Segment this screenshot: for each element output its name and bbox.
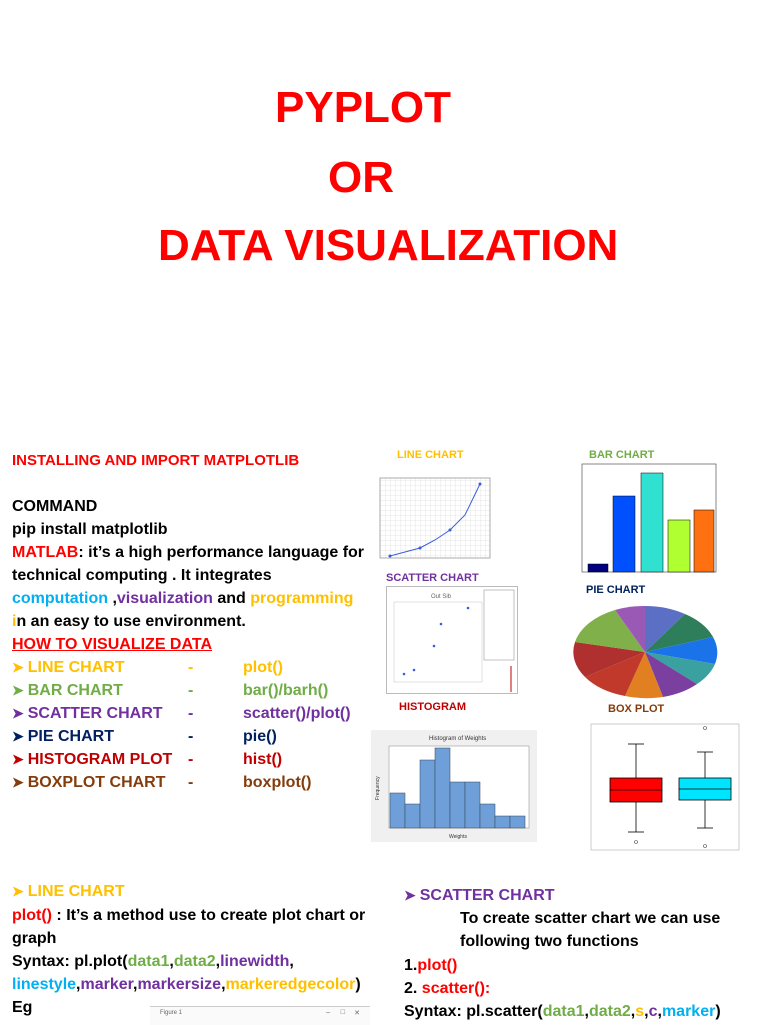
arrow-icon: ➤ [12, 659, 24, 675]
scatter-syntax-line: Syntax: pl.scatter(data1,data2,s,c,marker) [404, 1003, 721, 1020]
arrow-icon: ➤ [12, 751, 24, 767]
scatter-syntax-label: Syntax: pl.scatter( [404, 1003, 543, 1020]
howto-item-name: HISTOGRAM PLOT [27, 751, 173, 768]
line-chart-plot-area [380, 478, 490, 558]
thumb-label-histogram: HISTOGRAM [399, 701, 467, 713]
computation-word: computation [12, 590, 108, 607]
howto-item-line [12, 656, 283, 679]
matlab-line-1 [12, 541, 364, 564]
scatter-option-1 [404, 954, 457, 977]
param-data2: data2 [588, 1003, 631, 1020]
histogram-ylabel: Frequency [375, 776, 381, 800]
howto-item-bar [12, 679, 329, 702]
histogram-bin [435, 748, 450, 828]
bar-chart-thumbnail [570, 460, 720, 580]
minimize-icon[interactable]: – [326, 1009, 330, 1016]
param-marker: marker [661, 1003, 716, 1020]
histogram-bin [480, 804, 495, 828]
scatter-line-1: To create scatter chart we can use [460, 910, 721, 927]
programming-word: programming [250, 590, 354, 607]
histogram-bin [495, 816, 510, 828]
pie-chart-thumbnail [555, 600, 735, 700]
bar-chart-bar [613, 496, 635, 572]
maximize-icon[interactable]: □ [340, 1009, 345, 1016]
howto-item-histogram [12, 748, 283, 771]
bar-chart-bar [668, 520, 690, 572]
plot-syntax-label: Syntax: pl.plot( [12, 953, 128, 970]
param-data2: data2 [173, 953, 216, 970]
histogram-title: Histogram of Weights [429, 736, 487, 742]
howto-item-name: BAR CHART [27, 682, 123, 699]
thumb-label-bar: BAR CHART [589, 449, 655, 461]
matlab-line-3 [12, 587, 353, 610]
scatter-option-2 [404, 977, 490, 1000]
howto-item-dash: - [188, 705, 194, 722]
histogram-bin [405, 804, 420, 828]
howto-item-name: LINE CHART [27, 659, 125, 676]
howto-item-dash: - [188, 682, 194, 699]
close-icon[interactable]: ✕ [354, 1010, 360, 1017]
arrow-icon: ➤ [12, 774, 24, 790]
title-line-3: DATA VISUALIZATION [158, 221, 619, 270]
howto-item-name: BOXPLOT CHART [27, 774, 166, 791]
line-chart-point [389, 555, 392, 558]
visualization-word: visualization [116, 590, 213, 607]
scatter-section-heading-text: SCATTER CHART [419, 887, 555, 904]
matlab-label: MATLAB [12, 544, 79, 561]
howto-item-func: plot() [243, 659, 283, 676]
install-heading: INSTALLING AND IMPORT MATPLOTLIB [12, 452, 300, 469]
arrow-icon: ➤ [404, 887, 416, 903]
histogram-bin [450, 782, 465, 828]
histogram-bin [465, 782, 480, 828]
histogram-bin [420, 760, 435, 828]
line-section-heading [12, 880, 125, 903]
bar-chart-bar [588, 564, 608, 572]
line-chart-point [449, 529, 452, 532]
arrow-icon: ➤ [12, 883, 24, 899]
in-first-letter: i [12, 613, 17, 630]
eg-label: Eg [12, 999, 33, 1016]
scatter-chart-point [440, 623, 443, 626]
plot-description-line [12, 904, 365, 927]
howto-item-dash: - [188, 751, 194, 768]
scatter-chart-point [403, 673, 406, 676]
scatter-chart-options-panel [484, 590, 514, 660]
option-number: 1. [404, 957, 418, 974]
howto-item-func: hist() [243, 751, 283, 768]
scatter-line-2: following two functions [460, 933, 639, 950]
howto-item-func: pie() [243, 728, 277, 745]
howto-heading: HOW TO VISUALIZE DATA [12, 636, 212, 653]
line-chart-thumbnail [370, 470, 495, 570]
arrow-icon: ➤ [12, 705, 24, 721]
histogram-bin [390, 793, 405, 828]
plot-syntax-line-1: Syntax: pl.plot(data1,data2,linewidth, [12, 953, 294, 970]
howto-item-func: boxplot() [243, 774, 312, 791]
syntax-close: ) [715, 1003, 721, 1020]
plot-label: plot() [12, 907, 52, 924]
thumb-label-boxplot: BOX PLOT [608, 703, 665, 715]
scatter-chart-point [413, 669, 416, 672]
plot-syntax-line-2: linestyle,marker,markersize,markeredgecolor) [12, 976, 361, 993]
line-chart-point [419, 547, 422, 550]
scatter-chart-title: Out Sib [431, 594, 452, 600]
arrow-icon: ➤ [12, 728, 24, 744]
thumb-label-pie: PIE CHART [586, 584, 646, 596]
param-linestyle: linestyle [12, 976, 77, 993]
thumb-label-scatter: SCATTER CHART [386, 572, 479, 584]
option-number: 2. [404, 980, 422, 997]
arrow-icon: ➤ [12, 682, 24, 698]
figure-window-title: Figure 1 [160, 1010, 183, 1016]
command-label: COMMAND [12, 498, 98, 515]
syntax-close: ) [355, 976, 361, 993]
param-marker: marker [80, 976, 133, 993]
howto-item-func: bar()/barh() [243, 682, 329, 699]
scatter-chart-point [467, 607, 470, 610]
matlab-line-4 [12, 610, 246, 633]
matlab-line-2: technical computing . It integrates [12, 567, 272, 584]
boxplot-thumbnail [583, 722, 743, 857]
howto-item-name: SCATTER CHART [27, 705, 163, 722]
bar-chart-bar [694, 510, 714, 572]
howto-item-dash: - [188, 659, 194, 676]
in-rest-text: n an easy to use environment. [16, 613, 246, 630]
param-c: c [648, 1003, 658, 1020]
histogram-thumbnail [371, 730, 537, 842]
howto-item-boxplot [12, 771, 312, 794]
title-line-2: OR [328, 153, 394, 202]
bar-chart-bar [641, 473, 663, 572]
howto-item-dash: - [188, 728, 194, 745]
howto-item-name: PIE CHART [27, 728, 114, 745]
param-s: s [635, 1003, 645, 1020]
line-chart-point [479, 483, 482, 486]
howto-list [12, 656, 351, 794]
param-data1: data1 [127, 953, 170, 970]
scatter-chart-thumbnail [386, 586, 518, 694]
scatter-chart-plot-area [394, 602, 482, 682]
param-linewidth: linewidth [220, 953, 290, 970]
param-markeredgecolor: markeredgecolor [225, 976, 356, 993]
command-text: pip install matplotlib [12, 521, 168, 538]
howto-item-scatter [12, 702, 351, 725]
line-section-heading-text: LINE CHART [27, 883, 125, 900]
matlab-text-1: : it’s a high performance language for [78, 544, 365, 561]
thumb-label-line: LINE CHART [397, 449, 464, 461]
histogram-xlabel: Weights [449, 834, 467, 840]
howto-item-dash: - [188, 774, 194, 791]
figure-window [150, 1006, 370, 1025]
param-markersize: markersize [137, 976, 222, 993]
option-scatter: scatter(): [421, 980, 491, 997]
howto-item-pie [12, 725, 277, 748]
param-data1: data1 [542, 1003, 585, 1020]
graph-text: graph [12, 930, 57, 947]
title-line-1: PYPLOT [275, 83, 452, 132]
comma-text: , [108, 590, 117, 607]
histogram-bin [510, 816, 525, 828]
scatter-chart-point [433, 645, 436, 648]
option-plot: plot() [417, 957, 458, 974]
howto-item-func: scatter()/plot() [243, 705, 351, 722]
scatter-section-heading [404, 884, 555, 907]
and-text: and [212, 590, 251, 607]
plot-text: : It’s a method use to create plot chart or [51, 907, 366, 924]
